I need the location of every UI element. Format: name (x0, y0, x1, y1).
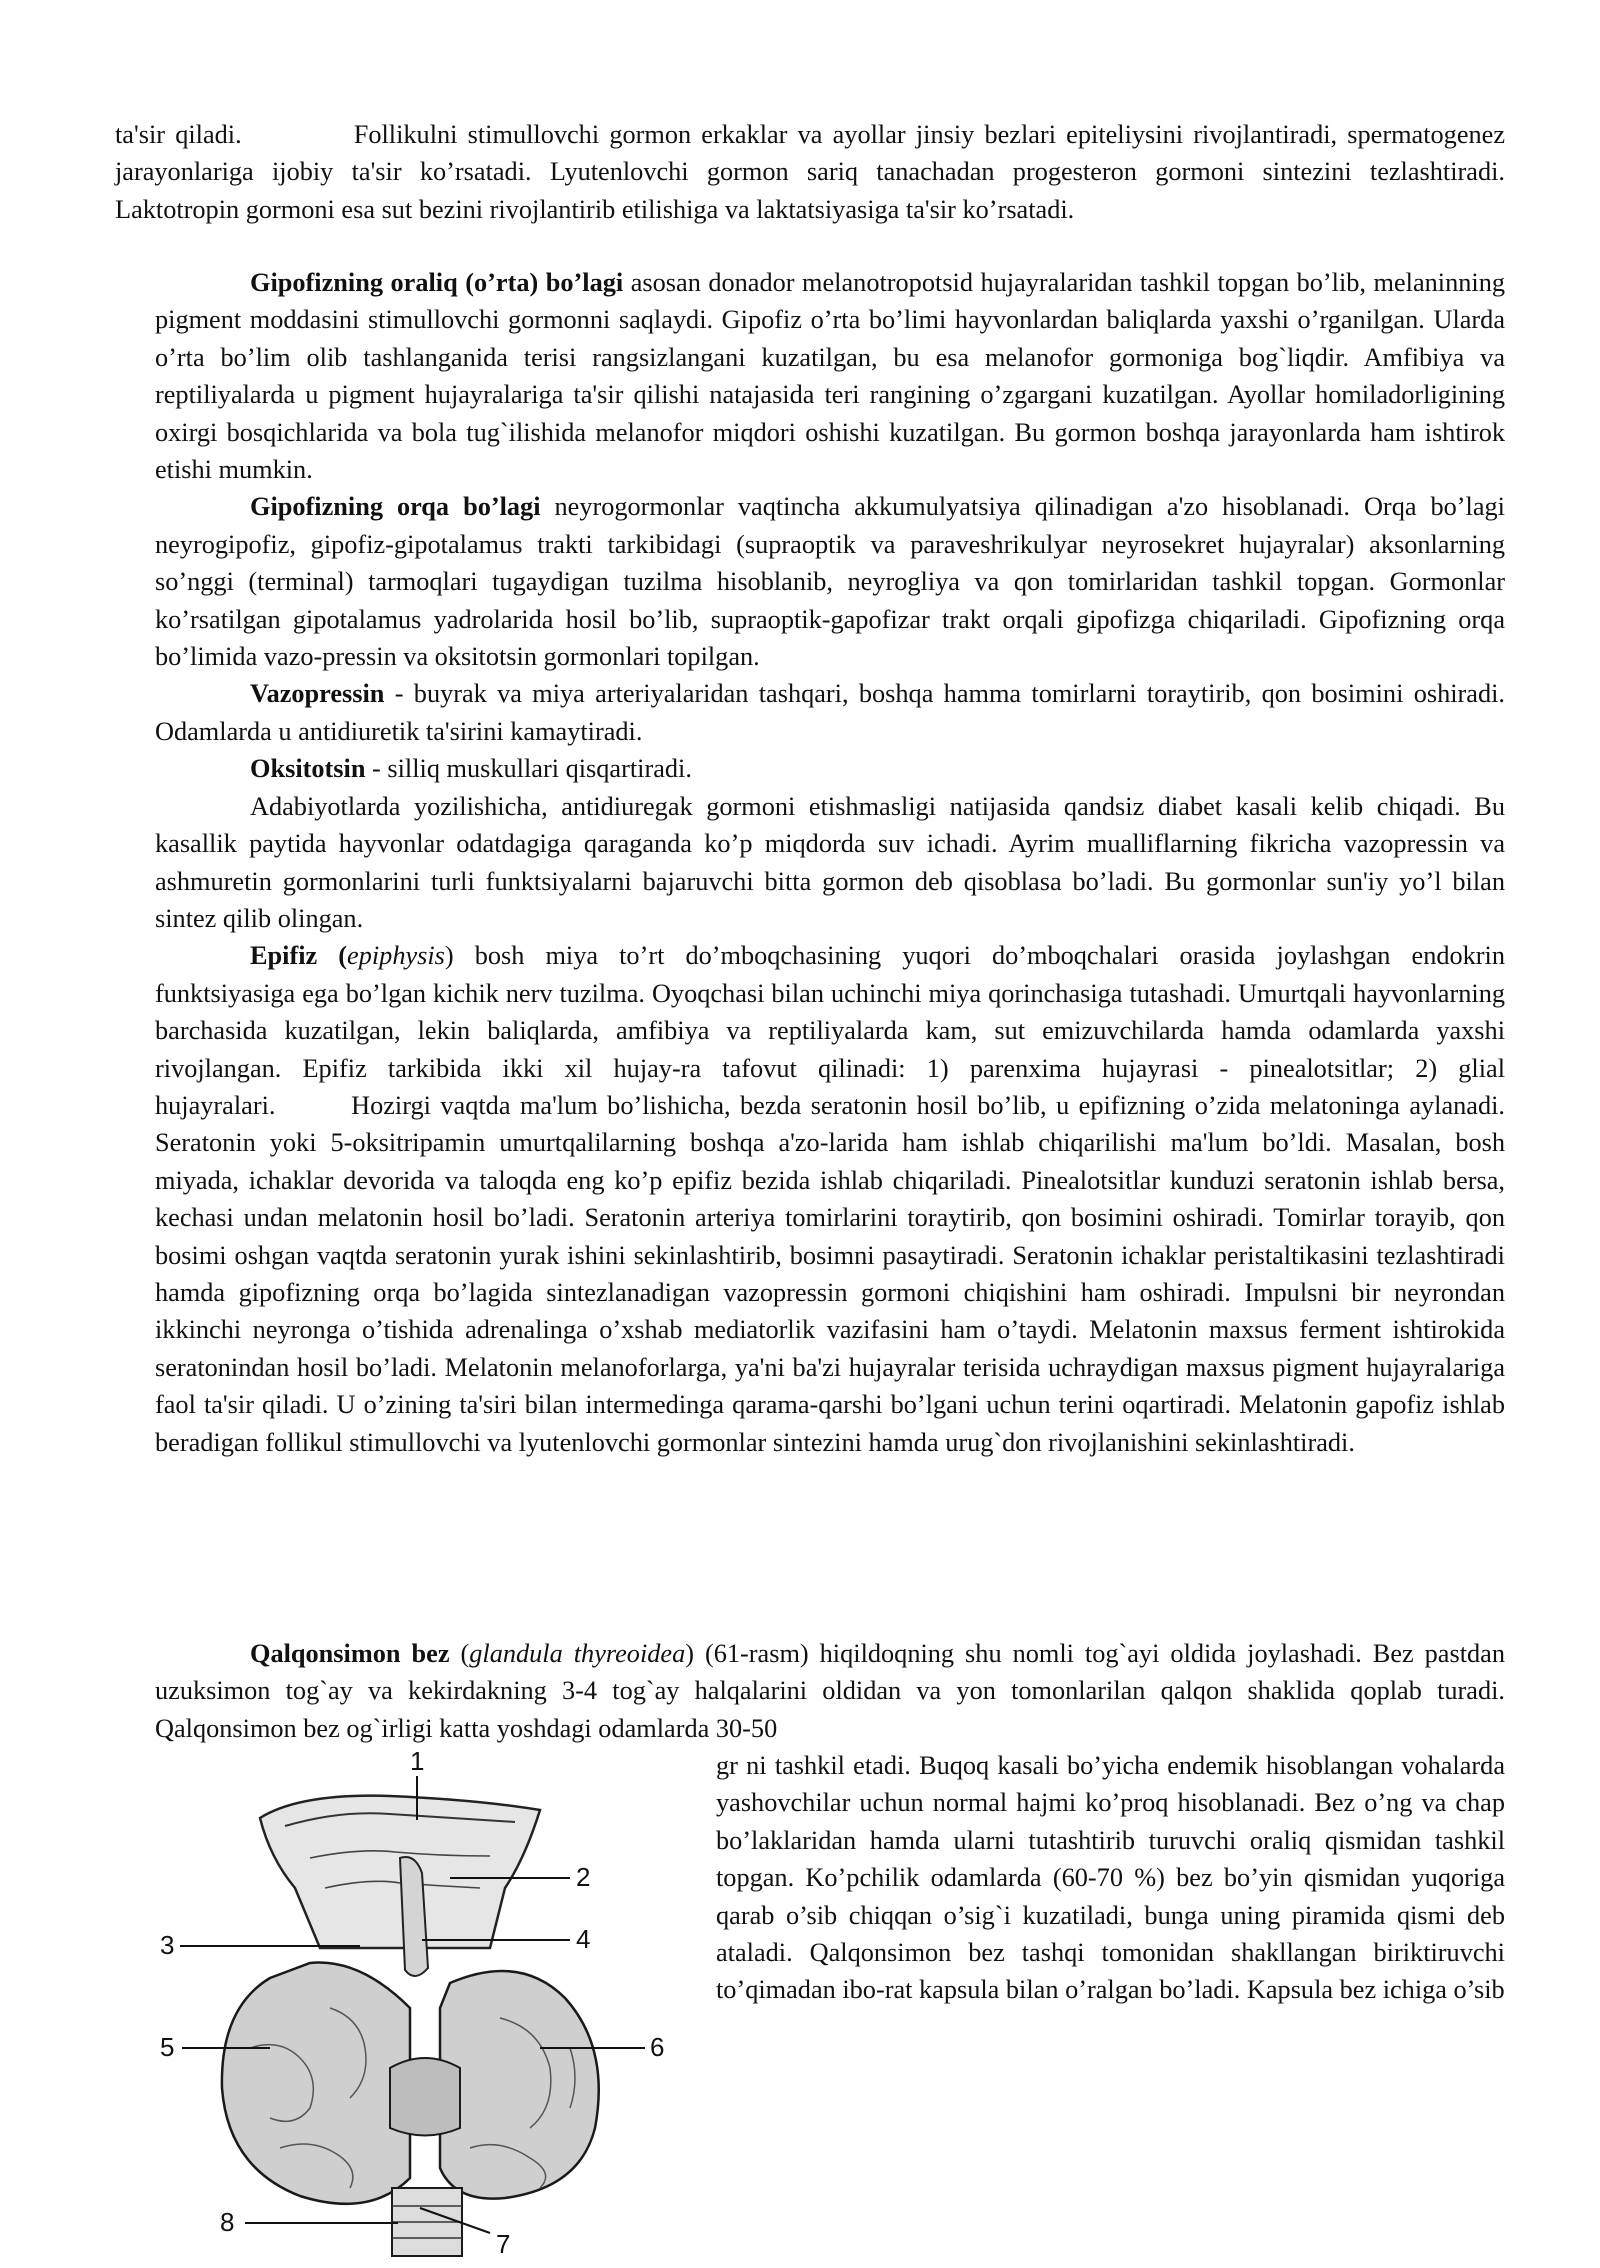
figure-label-8: 8 (220, 2207, 235, 2237)
paragraph-gipofiz-oraliq (155, 264, 1505, 488)
figure-label-7: 7 (496, 2229, 511, 2258)
paragraph-text: ) (61-rasm) hiqildoqning shu nomli tog`ayi oldida joylashadi. Bez pastdan uzuksimon tog`ay va kekirdakning 3-4 tog`ay halqalarini oldidan va yon tomonlarilan qalqon shaklida qoplab turadi. Qalqonsimon bez og`irligi katta yoshdagi odamlarda 30-50 (155, 1639, 1505, 1743)
figure-label-2: 2 (576, 1862, 591, 1892)
heading-qalqonsimon: Qalqonsimon bez (250, 1639, 450, 1668)
latin-term: epiphysis (347, 941, 445, 971)
paragraph-text: Adabiyotlarda yozilishicha, antidiuregak gormoni etishmasligi natijasida qandsiz diabet kasali kelib chiqadi. Bu kasallik paytida hayvonlar odatdagiga qaraganda ko’p miqdorda suv ichadi. Ayrim mualliflarning fikricha vazopressin va ashmuretin gormonlarini turli funktsiyalarni bajaruvchi bitta gormon deb qisoblasa bo’ladi. Bu gormonlar sun'iy yo’l bilan sintez qilib olingan. (155, 791, 1505, 933)
figure-label-6: 6 (650, 2032, 665, 2062)
figure-label-5: 5 (160, 2032, 175, 2062)
figure-label-3: 3 (160, 1930, 175, 1960)
figure-label-4: 4 (576, 1924, 591, 1954)
heading-oksitotsin: Oksitotsin (250, 754, 366, 784)
paragraph-gonadotropins (115, 116, 1505, 228)
paragraph-text: - silliq muskullari qisqartiradi. (365, 754, 692, 784)
paragraph-qalqonsimon-continued (716, 1747, 1505, 2009)
open-paren: ( (449, 1639, 470, 1668)
figure-label-1: 1 (410, 1748, 425, 1776)
paragraph-adabiyotlar (155, 788, 1505, 938)
paragraph-oksitotsin (155, 750, 1505, 787)
paragraph-gipofiz-orqa (155, 488, 1505, 675)
heading-gipofiz-orqa: Gipofizning orqa bo’lagi (250, 492, 541, 522)
heading-vazopressin: Vazopressin (250, 679, 385, 709)
paragraph-text: neyrogormonlar vaqtincha akkumulyatsiya qilinadigan a'zo hisoblanadi. Orqa bo’lagi neyrogipofiz, gipofiz-gipotalamus trakti tarkibidagi (supraoptik va paraveshrikulyar neyrosekret hujayralar) aksonlarning so’nggi (terminal) tarmoqlari tugaydigan tuzilma hisoblanib, neyrogliya va qon tomirlaridan tashkil topgan. Gormonlar ko’rsatilgan gipotalamus yadrolarida hosil bo’lib, supraoptik-gapofizar trakt orqali gipofizga chiqariladi. Gipofizning orqa bo’limida vazo-pressin va oksitotsin gormonlari topilgan. (155, 492, 1505, 672)
paragraph-text: ta'sir qiladi. Follikulni stimullovchi gormon erkaklar va ayollar jinsiy bezlari epiteliysini rivojlantiradi, spermatogenez jarayonlariga ijobiy ta'sir ko’rsatadi. Lyutenlovchi gormon sariq tanachadan progesteron gormoni sintezini tezlashtiradi. Laktotropin gormoni esa sut bezini rivojlantirib etilishiga va laktatsiyasiga ta'sir ko’rsatadi. (115, 120, 1505, 224)
paragraph-qalqonsimon (155, 1635, 1505, 1747)
heading-open-paren: ( (317, 941, 348, 971)
indented-section (155, 264, 1505, 1461)
paragraph-text: - buyrak va miya arteriyalaridan tashqari, boshqa hamma tomirlarni toraytirib, qon bosimini oshiradi. Odamlarda u antidiuretik ta'sirini kamaytiradi. (155, 679, 1505, 746)
heading-epifiz: Epifiz (250, 941, 318, 971)
paragraph-epifiz (155, 937, 1505, 1461)
paragraph-text: gr ni tashkil etadi. Buqoq kasali bo’yicha endemik hisoblangan vohalarda yashovchilar uchun normal hajmi ko’proq hisoblanadi. Bez o’ng va chap bo’laklaridan hamda ularni tutashtirib turuvchi oraliq qismidan tashkil topgan. Ko’pchilik odamlarda (60-70 %) bez bo’yin qismidan yuqoriga qarab o’sib chiqqan o’sig`i kuzatiladi, bunga uning piramida qismi deb ataladi. Qalqonsimon bez tashqi tomonidan shakllangan biriktiruvchi to’qimadan ibo-rat kapsula bilan o’ralgan bo’ladi. Kapsula bez ichiga o’sib (716, 1751, 1505, 2005)
paragraph-text: asosan donador melanotropotsid hujayralaridan tashkil topgan bo’lib, melaninning pigment moddasini stimullovchi gormonni saqlaydi. Gipofiz o’rta bo’limi hayvonlardan baliqlarda yaxshi o’rganilgan. Ularda o’rta bo’lim olib tashlanganida terisi rangsizlangani kuzatilgan, bu esa melanofor gormoniga bog`liqdir. Amfibiya va reptiliyalarda u pigment hujayralariga ta'sir qilishi natajasida teri rangining o’zgargani kuzatilgan. Ayollar homiladorligining oxirgi bosqichlarida va bola tug`ilishida melanofor miqdori oshishi kuzatilgan. Bu gormon boshqa jarayonlarda ham ishtirok etishi mumkin. (155, 268, 1505, 485)
thyroid-figure (160, 1748, 700, 2268)
paragraph-text: ) bosh miya to’rt do’mboqchasining yuqori do’mboqchalari orasida joylashgan endokrin funktsiyasiga ega bo’lgan kichik nerv tuzilma. Oyoqchasi bilan uchinchi miya qorinchasiga tutashadi. Umurtqali hayvonlarning barchasida kuzatilgan, lekin baliqlarda, amfibiya va reptiliyalarda kam, sut emizuvchilarda hamda odamlarda yaxshi rivojlangan. Epifiz tarkibida ikki xil hujay-ra tafovut qilinadi: 1) parenxima hujayrasi - pinealotsitlar; 2) glial hujayralari. Hozirgi vaqtda ma'lum bo’lishicha, bezda seratonin hosil bo’lib, u epifizning o’zida melatoninga aylanadi. Seratonin yoki 5-oksitripamin umurtqalilarning boshqa a'zo-larida ham ishlab chiqarilishi ma'lum bo’ldi. Masalan, bosh miyada, ichaklar devorida va taloqda eng ko’p epifiz bezida ishlab chiqariladi. Pinealotsitlar kunduzi seratonin ishlab bersa, kechasi undan melatonin hosil bo’ladi. Seratonin arteriya tomirlarini toraytirib, qon bosimini oshiradi. Tomirlar torayib, qon bosimi oshgan vaqtda seratonin yurak ishini sekinlashtirib, bosimni pasaytiradi. Seratonin ichaklar peristaltikasini tezlashtiradi hamda gipofizning orqa bo’lagida sintezlanadigan vazopressin gormoni chiqishini ham oshiradi. Impulsni bir neyrondan ikkinchi neyronga o’tishida adrenalinga o’xshab mediatorlik vazifasini ham o’taydi. Melatonin maxsus ferment ishtirokida seratonindan hosil bo’ladi. Melatonin melanoforlarga, ya'ni ba'zi hujayralar terisida uchraydigan maxsus pigment hujayralariga faol ta'sir qiladi. U o’zining ta'siri bilan intermedinga qarama-qarshi bo’lgani uchun terini oqartiradi. Melatonin gapofiz ishlab beradigan follikul stimullovchi va lyutenlovchi gormonlar sintezini hamda urug`don rivojlanishini sekinlashtiradi. (155, 941, 1505, 1457)
thyroid-illustration (160, 1748, 700, 2258)
heading-gipofiz-oraliq: Gipofizning oraliq (o’rta) bo’lagi (250, 268, 624, 297)
paragraph-vazopressin (155, 675, 1505, 750)
latin-term: glandula thyreoidea (469, 1639, 686, 1668)
